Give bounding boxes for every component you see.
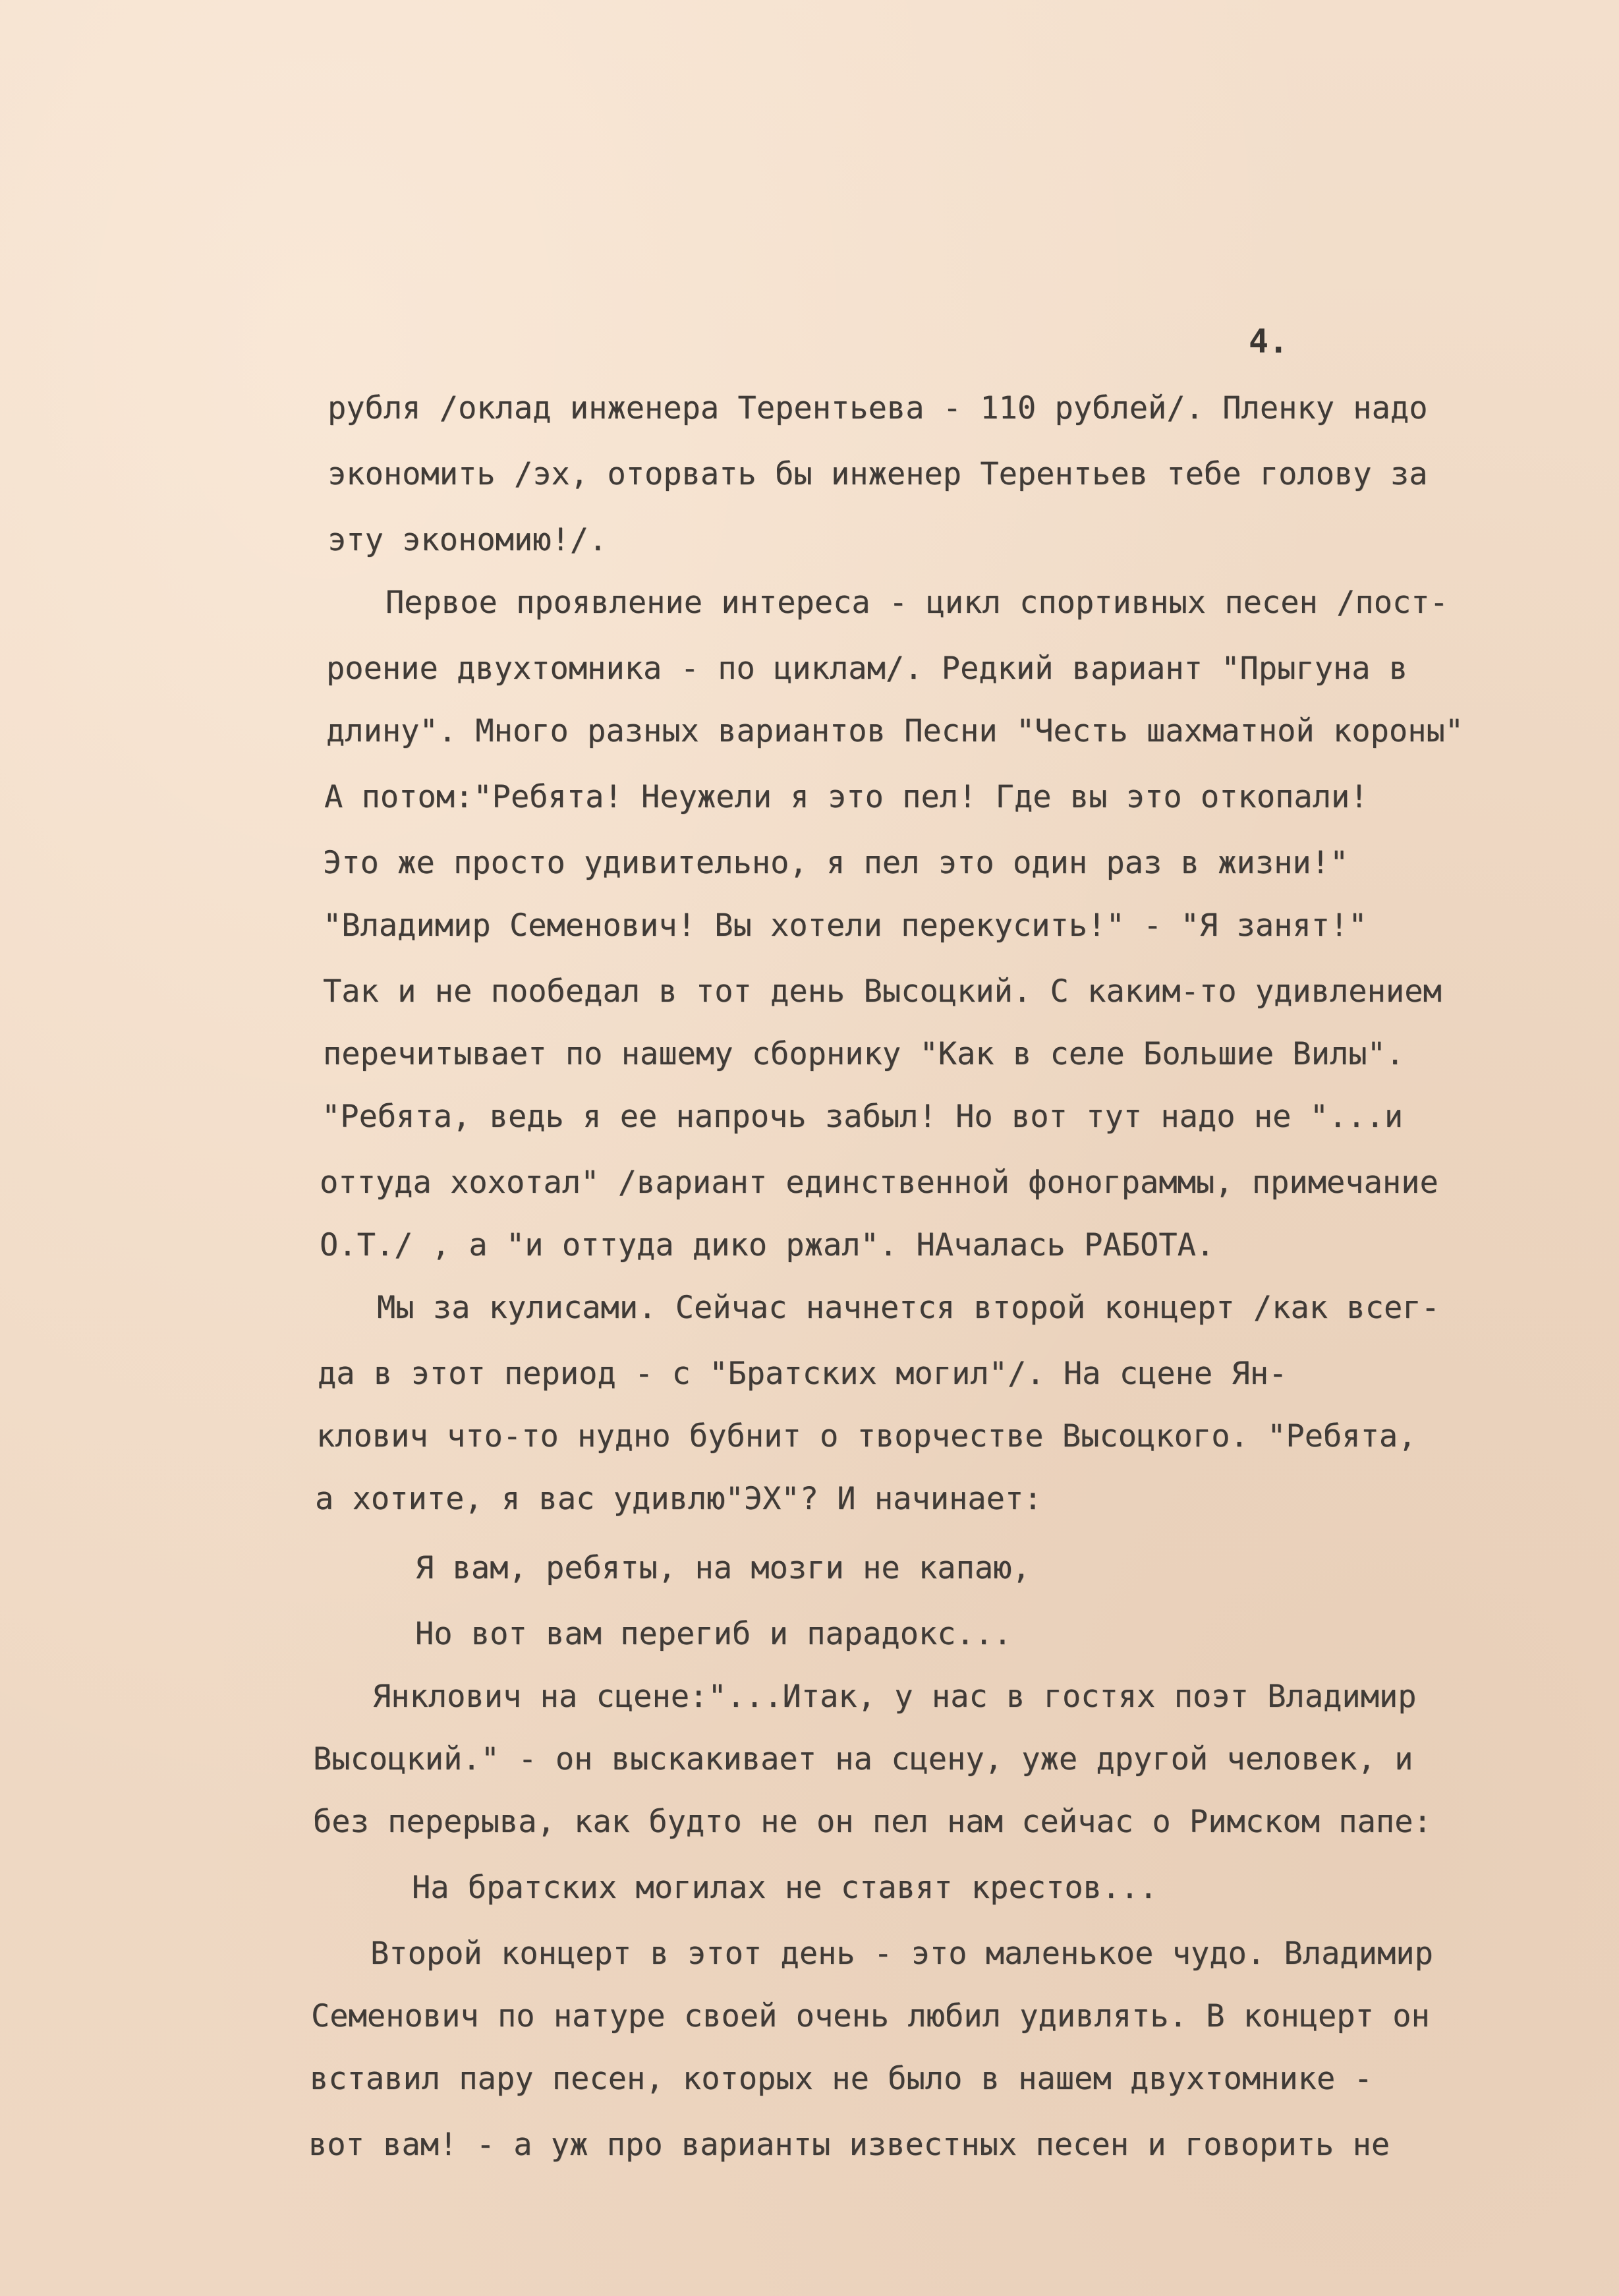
text-line: роение двухтомника - по циклам/. Редкий вариант "Прыгуна в xyxy=(326,650,1408,687)
text-line: Я вам, ребяты, на мозги не капаю, xyxy=(415,1550,1031,1586)
text-line: Это же просто удивительно, я пел это один раз в жизни!" xyxy=(323,845,1349,881)
text-line: вот вам! - а уж про варианты известных песен и говорить не xyxy=(308,2127,1390,2163)
text-line: Но вот вам перегиб и парадокс... xyxy=(415,1616,1012,1652)
text-line: рубля /оклад инженера Терентьева - 110 рублей/. Пленку надо xyxy=(327,390,1428,426)
text-line: Так и не пообедал в тот день Высоцкий. С каким-то удивлением xyxy=(323,973,1442,1010)
text-line: Янклович на сцене:"...Итак, у нас в гостях поэт Владимир xyxy=(372,1679,1417,1715)
text-line: Высоцкий." - он выскакивает на сцену, уже другой человек, и xyxy=(313,1741,1413,1777)
text-line: "Ребята, ведь я ее напрочь забыл! Но вот тут надо не "...и xyxy=(322,1099,1404,1135)
text-line: эту экономию!/. xyxy=(327,522,608,558)
text-line: Второй концерт в этот день - это маленькое чудо. Владимир xyxy=(370,1936,1433,1972)
text-line: да в этот период - с "Братских могил"/. На сцене Ян- xyxy=(318,1356,1288,1392)
page-number: 4. xyxy=(1249,322,1289,360)
text-line: оттуда хохотал" /вариант единственной фонограммы, примечание xyxy=(320,1164,1438,1201)
text-line: экономить /эх, оторвать бы инженер Терентьев тебе голову за xyxy=(327,456,1428,492)
text-line: На братских могилах не ставят крестов... xyxy=(412,1870,1158,1906)
text-line: перечитывает по нашему сборнику "Как в селе Большие Вилы". xyxy=(323,1036,1405,1072)
text-line: Семенович по натуре своей очень любил удивлять. В концерт он xyxy=(311,1998,1430,2034)
text-line: Мы за кулисами. Сейчас начнется второй концерт /как всег- xyxy=(377,1290,1440,1326)
text-line: а хотите, я вас удивлю"ЭХ"? И начинает: xyxy=(315,1481,1042,1517)
text-line: О.Т./ , а "и оттуда дико ржал". НАчалась РАБОТА. xyxy=(320,1227,1215,1263)
text-line: клович что-то нудно бубнит о творчестве Высоцкого. "Ребята, xyxy=(316,1418,1417,1454)
text-line: А потом:"Ребята! Неужели я это пел! Где вы это откопали! xyxy=(324,779,1369,815)
text-line: Первое проявление интереса - цикл спортивных песен /пост- xyxy=(385,585,1448,621)
text-line: без перерыва, как будто не он пел нам сейчас о Римском папе: xyxy=(313,1804,1432,1840)
text-line: вставил пару песен, которых не было в нашем двухтомнике - xyxy=(310,2061,1373,2097)
text-line: длину". Много разных вариантов Песни "Честь шахматной короны" xyxy=(326,713,1464,749)
text-line: "Владимир Семенович! Вы хотели перекусить!" - "Я занят!" xyxy=(323,907,1367,944)
